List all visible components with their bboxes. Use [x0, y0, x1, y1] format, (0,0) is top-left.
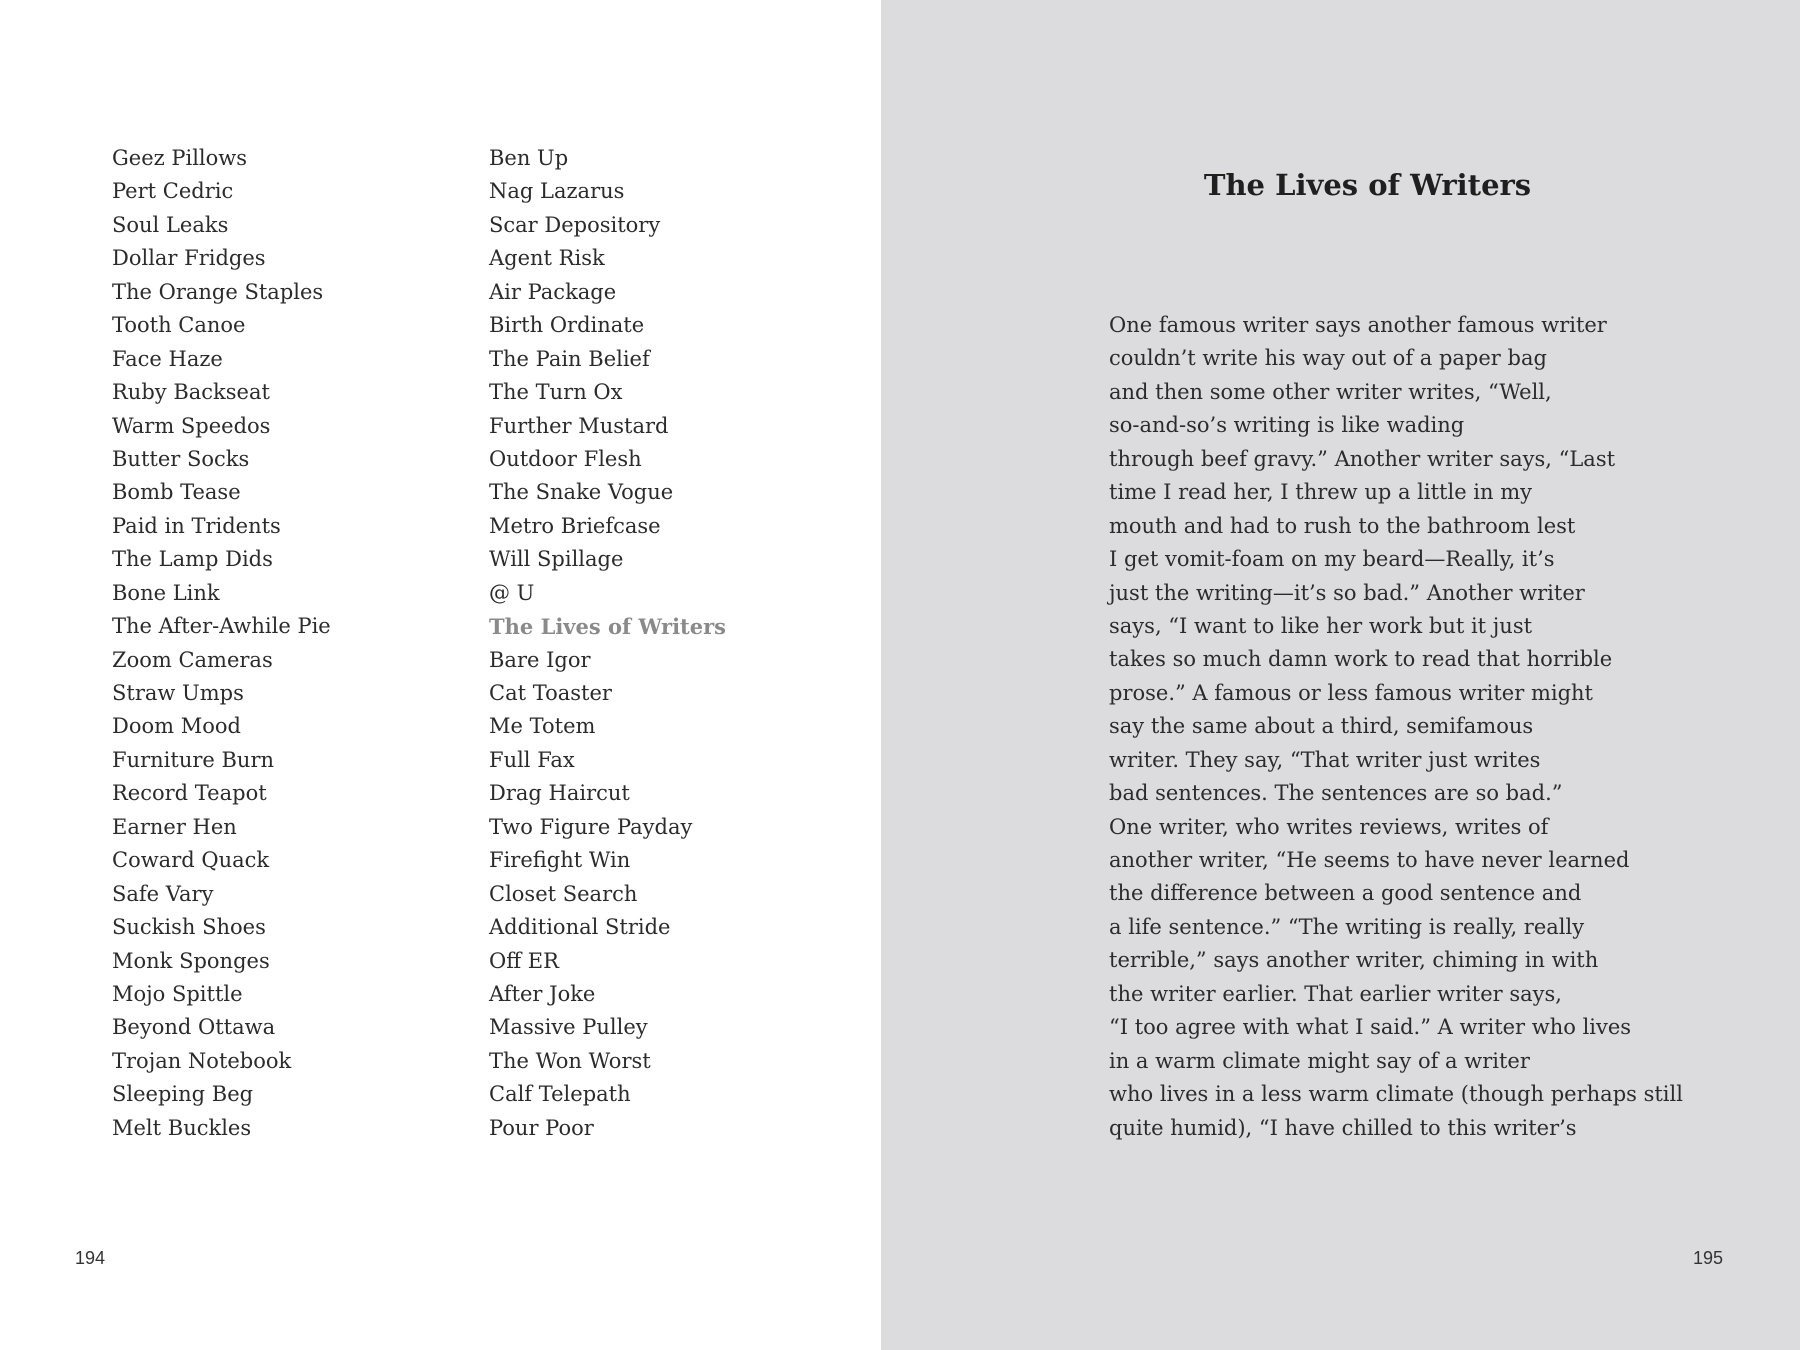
- toc-entry[interactable]: Further Mustard: [489, 413, 669, 438]
- poem-line: I get vomit-foam on my beard—Really, it’s: [1109, 547, 1555, 572]
- poem-line: a life sentence.” “The writing is really, really: [1109, 914, 1585, 939]
- toc-entry[interactable]: Furniture Burn: [112, 747, 275, 772]
- poem-line: takes so much damn work to read that horrible: [1109, 647, 1613, 672]
- toc-entry[interactable]: Pour Poor: [489, 1115, 594, 1140]
- toc-entry[interactable]: Melt Buckles: [112, 1115, 252, 1140]
- toc-entry[interactable]: The Lamp Dids: [112, 547, 273, 572]
- poem-line: just the writing—it’s so bad.” Another writer: [1109, 580, 1585, 605]
- toc-entry[interactable]: Massive Pulley: [489, 1015, 648, 1040]
- toc-entry[interactable]: Nag Lazarus: [489, 179, 625, 204]
- poem-line: says, “I want to like her work but it just: [1109, 613, 1533, 638]
- poem-body: [1109, 309, 1683, 1145]
- toc-entry[interactable]: Dollar Fridges: [112, 246, 266, 271]
- toc-entry[interactable]: Metro Briefcase: [489, 513, 661, 538]
- toc-entry[interactable]: Birth Ordinate: [489, 313, 645, 338]
- poem-line: in a warm climate might say of a writer: [1109, 1048, 1530, 1073]
- poem-title: The Lives of Writers: [1203, 168, 1532, 202]
- toc-entry[interactable]: Warm Speedos: [112, 413, 271, 438]
- toc-entry[interactable]: Geez Pillows: [112, 146, 248, 170]
- poem-line: the writer earlier. That earlier writer says,: [1109, 981, 1562, 1006]
- toc-entry[interactable]: Additional Stride: [489, 915, 671, 940]
- poem-line: One writer, who writes reviews, writes of: [1109, 814, 1549, 839]
- poem-line: couldn’t write his way out of a paper bag: [1109, 346, 1547, 371]
- poem-line: mouth and had to rush to the bathroom lest: [1109, 513, 1576, 538]
- toc-entry[interactable]: The Orange Staples: [112, 279, 324, 304]
- poem-line: writer. They say, “That writer just writes: [1109, 747, 1541, 772]
- poem-line: prose.” A famous or less famous writer might: [1109, 680, 1593, 705]
- poem-line: bad sentences. The sentences are so bad.”: [1109, 781, 1563, 806]
- toc-entry[interactable]: Ruby Backseat: [112, 380, 270, 405]
- toc-entry[interactable]: Outdoor Flesh: [489, 446, 642, 471]
- poem-line: who lives in a less warm climate (though perhaps still: [1109, 1082, 1683, 1107]
- poem-line: say the same about a third, semifamous: [1109, 714, 1534, 739]
- toc-entry[interactable]: Pert Cedric: [112, 179, 234, 204]
- toc-entry[interactable]: Bare Igor: [489, 647, 591, 672]
- poem-line: the difference between a good sentence and: [1109, 881, 1582, 906]
- toc-entry[interactable]: Agent Risk: [489, 246, 605, 271]
- toc-entry[interactable]: Bomb Tease: [112, 480, 241, 505]
- toc-entry[interactable]: Butter Socks: [112, 446, 250, 471]
- toc-entry[interactable]: Beyond Ottawa: [112, 1015, 276, 1040]
- toc-entry[interactable]: Mojo Spittle: [112, 981, 243, 1006]
- page-number-right: 195: [1693, 1248, 1724, 1268]
- toc-entry[interactable]: @ U: [489, 580, 535, 605]
- toc-entry[interactable]: Paid in Tridents: [112, 513, 281, 538]
- toc-entry[interactable]: Bone Link: [112, 580, 220, 605]
- toc-entry[interactable]: Doom Mood: [112, 714, 241, 739]
- poem-line: another writer, “He seems to have never learned: [1109, 848, 1630, 872]
- toc-entry[interactable]: Full Fax: [489, 747, 575, 772]
- toc-entry[interactable]: Will Spillage: [489, 547, 624, 572]
- poem-line: quite humid), “I have chilled to this writer’s: [1109, 1115, 1577, 1140]
- toc-entry[interactable]: Safe Vary: [112, 881, 214, 906]
- toc-entry[interactable]: After Joke: [489, 981, 596, 1006]
- toc-entry[interactable]: Tooth Canoe: [112, 313, 246, 338]
- toc-entry[interactable]: The Pain Belief: [489, 346, 650, 371]
- poem-line: through beef gravy.” Another writer says, “Last: [1109, 446, 1616, 471]
- toc-entry[interactable]: Off ER: [489, 948, 559, 973]
- toc-entry[interactable]: Suckish Shoes: [112, 915, 266, 940]
- toc-entry[interactable]: Coward Quack: [112, 848, 270, 873]
- toc-entry[interactable]: The Turn Ox: [489, 380, 623, 405]
- toc-entry[interactable]: Face Haze: [112, 346, 223, 371]
- toc-entry[interactable]: Earner Hen: [112, 814, 237, 839]
- toc-entry[interactable]: Me Totem: [489, 714, 596, 739]
- poem-line: so-and-so’s writing is like wading: [1109, 413, 1465, 438]
- toc-entry[interactable]: Cat Toaster: [489, 681, 612, 705]
- poem-line: “I too agree with what I said.” A writer who lives: [1109, 1015, 1632, 1040]
- toc-entry[interactable]: Two Figure Payday: [489, 814, 693, 839]
- poem-line: One famous writer says another famous writer: [1109, 313, 1607, 337]
- toc-entry[interactable]: Monk Sponges: [112, 948, 270, 973]
- toc-entry[interactable]: Zoom Cameras: [112, 647, 273, 672]
- toc-entry[interactable]: The Snake Vogue: [489, 480, 674, 505]
- toc-entry[interactable]: Straw Umps: [112, 681, 244, 705]
- left-page: [0, 0, 881, 1350]
- page-number-left: 194: [75, 1248, 106, 1268]
- toc-entry[interactable]: Firefight Win: [489, 848, 631, 873]
- toc-entry[interactable]: Ben Up: [489, 146, 569, 170]
- toc-entry[interactable]: The Won Worst: [489, 1048, 651, 1073]
- toc-column-1: [112, 142, 331, 1145]
- toc-entry[interactable]: Scar Depository: [489, 212, 661, 237]
- toc-entry[interactable]: Record Teapot: [112, 781, 267, 806]
- toc-entry[interactable]: The After-Awhile Pie: [112, 614, 331, 639]
- toc-entry[interactable]: Closet Search: [489, 881, 638, 906]
- toc-entry[interactable]: Air Package: [489, 279, 617, 304]
- toc-entry[interactable]: Soul Leaks: [112, 212, 229, 237]
- toc-entry[interactable]: Drag Haircut: [489, 781, 630, 806]
- toc-entry[interactable]: Calf Telepath: [489, 1082, 631, 1107]
- poem-line: and then some other writer writes, “Well,: [1109, 379, 1552, 404]
- poem-line: time I read her, I threw up a little in my: [1109, 480, 1532, 505]
- toc-entry-current[interactable]: The Lives of Writers: [489, 614, 726, 640]
- toc-column-2: [489, 142, 726, 1145]
- poem-line: terrible,” says another writer, chiming in with: [1109, 948, 1599, 973]
- toc-entry[interactable]: Trojan Notebook: [112, 1048, 292, 1073]
- toc-entry[interactable]: Sleeping Beg: [112, 1082, 254, 1107]
